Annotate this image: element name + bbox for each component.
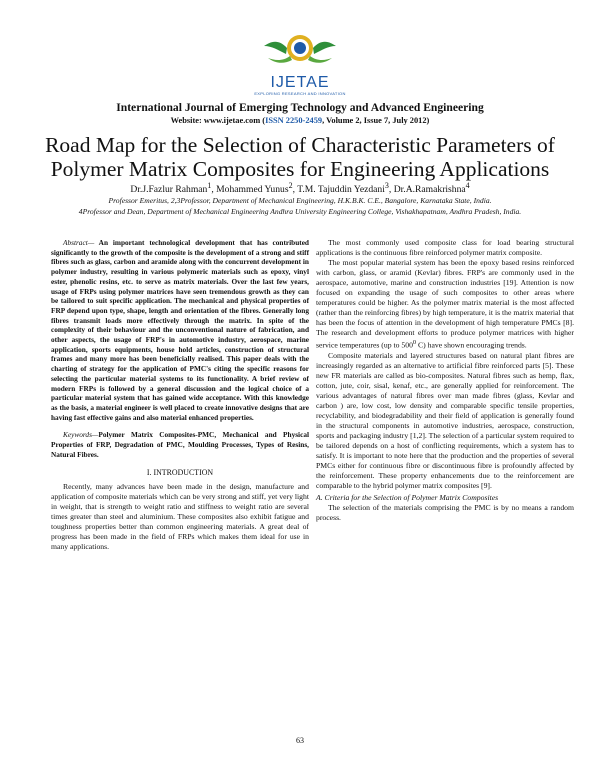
author-name: Dr.A.Ramakrishna: [393, 184, 466, 196]
page-number: 63: [296, 736, 304, 745]
affiliations: [30, 196, 570, 218]
paragraph-selection: The selection of the materials comprising the PMC is by no means a random process.: [316, 502, 574, 522]
degree-superscript: 0: [412, 339, 417, 346]
journal-name: International Journal of Emerging Technology and Advanced Engineering: [116, 101, 484, 114]
logo-tagline: EXPLORING RESEARCH AND INNOVATION: [254, 91, 346, 96]
intro-paragraph: Recently, many advances have been made in the design, manufacture and application of composite materials which can be very strong and stiff, yet very light in weight, that is strength to weight ratio and stiffness to weight ratio are several times greater than steel and aluminium. These composites also exhibit fatigue and toughness properties better than common engineering materials. A great deal of progress has been made in the field of FRPs which makes them ideal for use in many applications.: [51, 482, 309, 552]
keywords: [51, 430, 309, 459]
journal-website-line: [0, 116, 600, 125]
logo-name: IJETAE: [270, 74, 330, 91]
subsection-heading-criteria: A. Criteria for the Selection of Polymer Matrix Composites: [316, 492, 499, 502]
abstract: [51, 238, 309, 422]
website-suffix: , Volume 2, Issue 7, July 2012): [322, 116, 430, 125]
abstract-text: An important technological development that has contributed significantly to the growth of the composite is the development of a strong and stiff fibres such as glass, carbon and aramide along with the concurrent development in polymer industry, resulting in various polymeric materials such as epoxy, vinyl ester, phenolic resins, etc. to serve as matrix materials. Over the last few years, usage of FRPs using polymer matrices have seen tremendous growth as they can be tailored to suit specific application. The mechanical and physical properties of FRP depend upon type, shape, length and orientation of the fibres. Generally long fibres transmit loads more effectively through the matrix. In spite of the complexity of their behaviour and the unconventional nature of fabrication, and other aspects, the usage of FRP's in automotive industry, aerospace, marine application, sports equipments, house hold articles, construction of structural frames and many more has been beneficially realised. This paper deals with the charting of strategy for the application of PMC's citing the specific reasons for selecting the particular material systems to its functionality. A brief review of modern FRPs is followed by a general discussion and the logical choice of a particular material system that has gained wide acceptance. With this knowledge as the basis, a material engineer is well placed to create innovative designs that are having fast effective gains and also material enhanced properties.: [51, 238, 309, 422]
issn-link[interactable]: ISSN 2250-2459: [265, 116, 323, 125]
website-prefix: Website: www.ijetae.com (: [170, 116, 266, 125]
paragraph-composite-class: The most commonly used composite class for load bearing structural applications is the continuous fibre reinforced polymer matrix composite.: [316, 238, 574, 257]
author-marker: 1: [207, 181, 212, 190]
paragraph-natural-fibres: Composite materials and layered structures based on natural plant fibres are increasingly regarded as an alternative to artificial fibre reinforced parts [5]. These new FR materials are called as bio-composites. Natural fibres such as hemp, flax, cotton, jute, coir, sisal, kenaf, etc., are generally applied for reinforcement. The various advantages of natural fibres over man made fibres (glass, Kevlar and carbon ) are, low cost, low density and comparable specific tensile properties, recyclability, and biodegradability and their field of application is generally found in the structural components in automotive industries, aerospace, construction, sports and packaging industry [1,2]. The selection of a particular system required to be tailored depends on a host of conflicting requirements, which a system has to satisfy. It is important to note here that the production and the properties of several PMCs either for continuous fibre or discontinuous fibre is profoundly affected by the reinforcement. These property enhancements due to the reinforcement are comparable to the hybrid polymer matrix composites [9].: [316, 350, 574, 490]
author-marker: 2: [288, 181, 293, 190]
paragraph-epoxy-resins: [316, 258, 574, 351]
author-list: Dr.J.Fazlur Rahman$^1$, Mohammed Yunus$^2$, T.M. Tajuddin Yezdani$^3$, Dr.A.Ramakrishna$^4$: [130, 181, 470, 196]
ijetae-logo-text: [250, 75, 350, 97]
paragraph-epoxy-end: C) have shown encouraging trends.: [416, 340, 527, 350]
section-heading-introduction: I. INTRODUCTION: [146, 468, 214, 478]
affiliation-2: 4Professor and Dean, Department of Mechanical Engineering Andhra University Engineering College, Vishakhapatnam, Andhra Pradesh, India.: [78, 206, 522, 216]
author-name: T.M. Tajuddin Yezdani: [297, 184, 385, 196]
right-column: [316, 238, 574, 523]
paper-title: Road Map for the Selection of Characteristic Parameters of Polymer Matrix Composites for Engineering Applications: [45, 133, 555, 181]
author-marker: 3: [384, 181, 389, 190]
affiliation-1: Professor Emeritus, 2,3Professor, Department of Mechanical Engineering, H.K.B.K. C.E., Bangalore, Karnataka State, India.: [108, 196, 492, 205]
author-name: Mohammed Yunus: [216, 184, 289, 196]
keywords-text: Polymer Matrix Composites-PMC, Mechanical and Physical Properties of FRP, Degradation of PMC, Moulding Processes, Types of Resins, Natural Fibres.: [51, 430, 309, 459]
author-name: Dr.J.Fazlur Rahman: [130, 184, 208, 196]
author-marker: 4: [465, 181, 470, 190]
paragraph-epoxy-text: The most popular material system has been the epoxy based resins reinforced with carbon, glass, or aramid (Kevlar) fibres. FRP's are commonly used in the aerospace, automotive, marine and construction industries [19]. Attention is now focused on expanding the usage of such composites to other areas where temperatures could be higher. As the polymer matrix material is the most affected (rather than the reinforcing fibres) by high temperature, it is the matrix material that has been the focus of attention in the development of high temperature PMCs [8]. The research and development efforts to produce polymer matrices with higher service temperatures (up to 500: [316, 258, 574, 350]
abstract-label: Abstract—: [63, 238, 95, 247]
keywords-label: Keywords—: [63, 430, 99, 440]
left-column: [51, 238, 309, 552]
